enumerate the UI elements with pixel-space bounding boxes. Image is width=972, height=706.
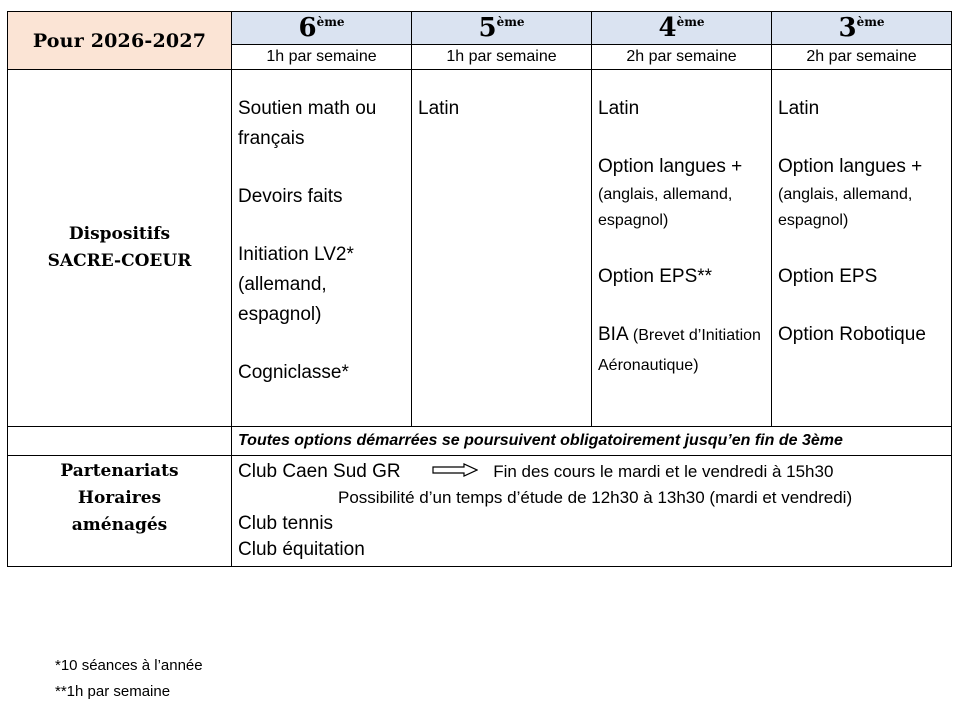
list-item: Option Robotique [778, 324, 926, 345]
options-table [7, 11, 952, 567]
club-caen-sud: Club Caen Sud GR Fin des cours le mardi et le vendredi à 15h30 [238, 459, 945, 485]
list-item: Option langues + (anglais, allemand, espagnol) [598, 156, 743, 229]
dispositifs-6 [232, 70, 412, 427]
grade-3-header: 3ème [772, 12, 952, 45]
dispositifs-label: Dispositifs SACRE-COEUR [8, 70, 232, 427]
list-item: Cogniclasse* [238, 362, 349, 383]
study-time-detail: Possibilité d’un temps d’étude de 12h30 à 13h30 (mardi et vendredi) [338, 488, 853, 508]
hours-3: 2h par semaine [772, 45, 952, 70]
footnote-1: *10 séances à l’année [55, 657, 203, 674]
options-note: Toutes options démarrées se poursuivent obligatoirement jusqu’en fin de 3ème [232, 427, 952, 456]
list-item: Initiation LV2* (allemand, espagnol) [238, 244, 354, 325]
year-label: Pour 2026-2027 [8, 12, 232, 70]
grade-header-row [8, 12, 952, 45]
partenariats-row [8, 456, 952, 567]
grade-4-header: 4ème [592, 12, 772, 45]
partenariats-content [232, 456, 952, 567]
list-item: BIA (Brevet d’Initiation Aéronautique) [598, 324, 761, 374]
note-row [8, 427, 952, 456]
hours-6: 1h par semaine [232, 45, 412, 70]
footnote-2: **1h par semaine [55, 683, 171, 700]
list-item: Option EPS** [598, 266, 713, 287]
list-item: Option langues + (anglais, allemand, espagnol) [778, 156, 923, 229]
partenariats-label: Partenariats Horaires aménagés [8, 456, 232, 567]
hours-4: 2h par semaine [592, 45, 772, 70]
dispositifs-4 [592, 70, 772, 427]
dispositifs-5 [412, 70, 592, 427]
grade-6-header: 6ème [232, 12, 412, 45]
dispositifs-3 [772, 70, 952, 427]
right-arrow-icon [432, 459, 478, 485]
grade-5-header: 5ème [412, 12, 592, 45]
list-item: Soutien math ou français [238, 98, 377, 149]
note-label-empty [8, 427, 232, 456]
list-item: Option EPS [778, 266, 878, 287]
hours-5: 1h par semaine [412, 45, 592, 70]
list-item: Devoirs faits [238, 186, 343, 207]
list-item: Latin [418, 98, 460, 119]
club-tennis: Club tennis [238, 513, 334, 535]
list-item: Latin [778, 98, 820, 119]
club-equitation: Club équitation [238, 539, 365, 561]
footnotes [55, 653, 203, 705]
dispositifs-row [8, 70, 952, 427]
list-item: Latin [598, 98, 640, 119]
